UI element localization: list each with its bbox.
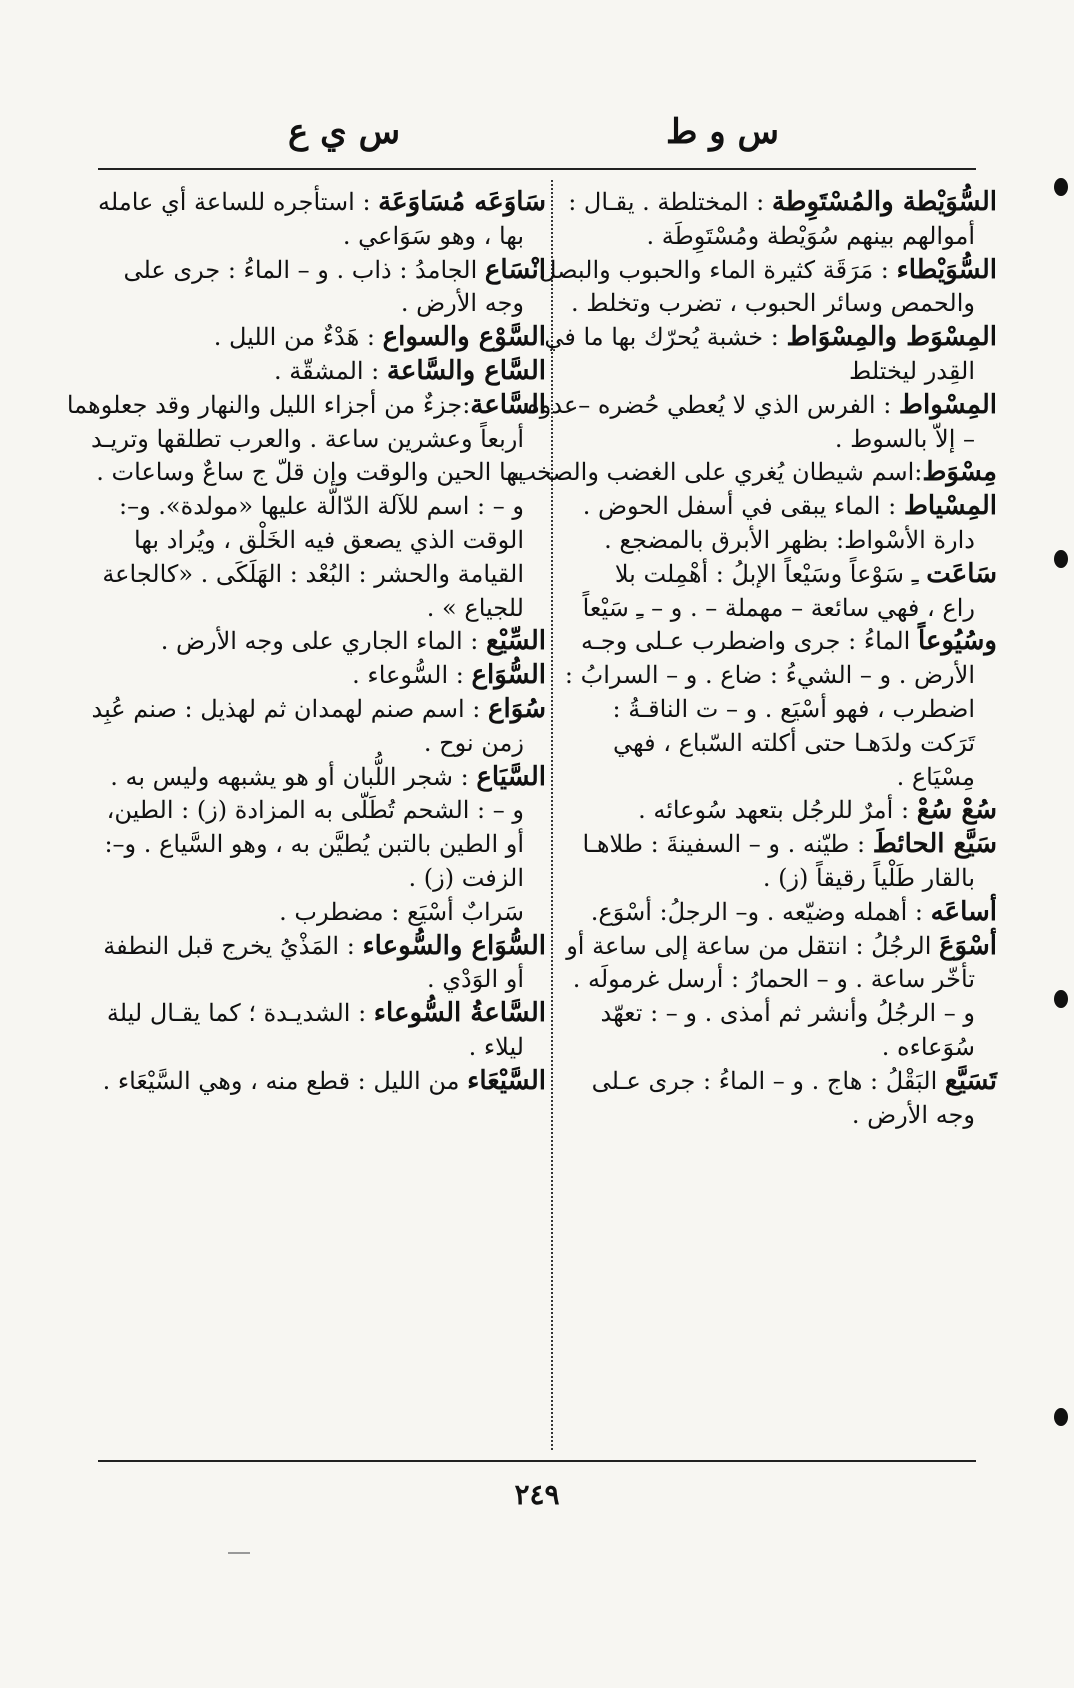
entry-line bbox=[527, 389, 997, 423]
entry-line bbox=[555, 963, 997, 997]
entry-line bbox=[555, 355, 997, 389]
margin-bullet bbox=[1054, 178, 1068, 196]
entry-line bbox=[555, 794, 997, 828]
entry-line bbox=[555, 930, 997, 964]
entry-line bbox=[555, 625, 997, 659]
headword: السِّيْع bbox=[485, 626, 546, 657]
entry-line bbox=[91, 423, 546, 457]
entry-line bbox=[98, 794, 546, 828]
entry-line bbox=[555, 1065, 997, 1099]
entry-line bbox=[98, 321, 546, 355]
headword: المِسْوَط والمِسْوَاط bbox=[786, 322, 997, 353]
headword: مِسْوَط bbox=[922, 457, 997, 488]
entry-line bbox=[98, 456, 546, 490]
entry-line bbox=[98, 1031, 546, 1065]
headword: أسْوَعَ bbox=[939, 930, 997, 961]
page-number: ٢٤٩ bbox=[514, 1478, 560, 1511]
entry-line bbox=[555, 524, 997, 558]
definition-text: بها ، وهو سَوَاعي . bbox=[342, 221, 524, 250]
definition-text: – إلاّ بالسوط . bbox=[834, 424, 975, 453]
entry-line bbox=[98, 862, 546, 896]
definition-text: و – الرجُلُ وأنشر ثم أمذى . و – : تعهّد bbox=[600, 999, 975, 1028]
entry-line bbox=[98, 186, 546, 220]
left-column bbox=[66, 186, 546, 1099]
definition-text: أو الوَدْي . bbox=[427, 965, 524, 994]
definition-text: راع ، فهي سائعة – مهملة – . و – ـِ سَيْعاً bbox=[582, 593, 975, 622]
definition-text: تأخّر ساعة . و – الحمارُ : أرسل غرمولَه . bbox=[572, 965, 975, 994]
entry-line bbox=[538, 254, 997, 288]
headword: السَّاعة bbox=[470, 389, 546, 420]
entry-line bbox=[98, 254, 546, 288]
entry-line bbox=[98, 220, 546, 254]
definition-text: والحمص وسائر الحبوب ، تضرب وتخلط . bbox=[571, 289, 975, 318]
entry-line bbox=[555, 693, 997, 727]
definition-text: وجه الأرض . bbox=[851, 1100, 975, 1129]
definition-text: : خشبة يُحرّك بها ما في bbox=[544, 323, 787, 352]
definition-text: : استأجره للساعة أي عامله bbox=[98, 188, 379, 216]
entry-line bbox=[555, 423, 997, 457]
entry-line bbox=[98, 524, 546, 558]
definition-text: و – : الشحم تُطَلّى به المزادة (ز) : الطين، bbox=[106, 796, 524, 825]
definition-text: : مَرَقَة كثيرة الماء والحبوب والبصل bbox=[538, 255, 897, 284]
definition-text: بها الحين والوقت وإن قلّ ج ساعٌ وساعات . bbox=[96, 458, 524, 487]
definition-text: : أمرٌ للرجُل بتعهد سُوعائه . bbox=[638, 796, 917, 825]
definition-text: القِدر ليختلط bbox=[849, 356, 975, 385]
entry-line bbox=[505, 456, 997, 490]
headword: السَّاعةُ السُّوعاء bbox=[373, 998, 546, 1029]
definition-text: سُوَعاءه . bbox=[881, 1032, 975, 1061]
headword: وسُيُوعاً bbox=[917, 626, 997, 657]
definition-text: البَقْلُ : هاج . و – الماءُ : جرى عـلى bbox=[591, 1066, 945, 1095]
definition-text: : السُّوعاء . bbox=[352, 661, 472, 690]
definition-text: من الليل : قطع منه ، وهي السَّيْعَاء . bbox=[102, 1066, 468, 1095]
entry-line bbox=[98, 963, 546, 997]
column-divider bbox=[551, 180, 554, 1450]
entry-line bbox=[555, 1099, 997, 1133]
definition-text: و – : اسم للآلة الدّالّة عليها «مولدة». و–: bbox=[119, 492, 524, 521]
headword: أساعَه bbox=[930, 896, 997, 927]
definition-text: أو الطين بالتبن يُطيَّن به ، وهو السَّياع . و–: bbox=[104, 830, 524, 859]
entry-line bbox=[555, 828, 997, 862]
headword: المِسْواط bbox=[898, 389, 997, 420]
definition-text: : اسم صنم لهمدان ثم لهذيل : صنم عُبِد bbox=[91, 694, 489, 723]
definition-text: الوقت الذي يصعق فيه الخَلْق ، ويُراد بها bbox=[134, 525, 524, 554]
margin-bullet bbox=[1054, 990, 1068, 1008]
headword: السُّوَيْطة والمُسْتَوِطة bbox=[771, 187, 997, 217]
margin-bullet bbox=[1054, 1408, 1068, 1426]
definition-text: مِسْيَاع . bbox=[896, 762, 975, 791]
definition-text: : الشديـدة ؛ كما يقـال ليلة bbox=[106, 999, 374, 1028]
definition-text: ليلاء . bbox=[468, 1032, 524, 1061]
headword: انْسَاع bbox=[484, 254, 546, 285]
entry-line bbox=[555, 186, 997, 220]
entry-line bbox=[66, 389, 546, 423]
definition-text: بالقار طَلْياً رقيقاً (ز) . bbox=[762, 863, 975, 892]
entry-line bbox=[555, 896, 997, 930]
headword: السَّيْعَاء bbox=[467, 1065, 546, 1096]
entry-line bbox=[555, 220, 997, 254]
definition-text: زمن نوح . bbox=[423, 728, 524, 757]
definition-text: : المشقّة . bbox=[274, 356, 387, 385]
headword: السُّوَاع والسُّوعاء bbox=[362, 930, 546, 961]
entry-line bbox=[98, 490, 546, 524]
definition-text: : الماء يبقى في أسفل الحوض . bbox=[582, 492, 904, 521]
definition-text: اضطرب ، فهو أسْيَع . و – ت الناقـةُ : bbox=[612, 694, 975, 723]
entry-line bbox=[98, 287, 546, 321]
headword: المِسْياط bbox=[903, 491, 997, 522]
definition-text: الجامدُ : ذاب . و – الماءُ : جرى على bbox=[123, 255, 485, 284]
entry-line bbox=[555, 592, 997, 626]
definition-text: الزفت (ز) . bbox=[408, 863, 524, 892]
entry-line bbox=[555, 287, 997, 321]
definition-text: للجياع » . bbox=[426, 593, 524, 622]
definition-text: : المَذْيُ يخرج قبل النطفة bbox=[103, 931, 363, 960]
scan-mark bbox=[228, 1552, 250, 1554]
entry-line bbox=[98, 659, 546, 693]
headword: السُّوَاع bbox=[471, 660, 546, 691]
definition-text: : هَدْءٌ من الليل . bbox=[213, 323, 383, 352]
entry-line bbox=[98, 761, 546, 795]
entry-line bbox=[98, 558, 546, 592]
entry-line bbox=[98, 355, 546, 389]
headword: السَّاع والسَّاعة bbox=[386, 355, 546, 386]
headword: سُعْ سُعْ bbox=[916, 795, 997, 826]
headword: تَسَيَّع bbox=[944, 1065, 997, 1096]
entry-line bbox=[555, 862, 997, 896]
entry-line bbox=[555, 490, 997, 524]
definition-text: الأرض . و – الشيءُ : ضاع . و – السرابُ : bbox=[564, 661, 975, 690]
definition-text: : طيّنه . و – السفينةَ : طلاهـا bbox=[582, 830, 873, 859]
definition-text: :جزءٌ من أجزاء الليل والنهار وقد جعلوهما bbox=[66, 390, 471, 419]
entry-line bbox=[98, 828, 546, 862]
headword: سَاعَت bbox=[926, 558, 997, 589]
definition-text: أموالهم بينهم سُوَيْطة ومُسْتَوِطَة . bbox=[646, 221, 975, 250]
definition-text: دارة الأسْواط: بظهر الأبرق بالمضجع . bbox=[604, 525, 975, 554]
headword: سَيَّع الحائطَ bbox=[872, 829, 997, 860]
definition-text: أربعاً وعشرين ساعة . والعرب تطلقها وتريـد bbox=[91, 424, 524, 453]
definition-text: الرجُلُ : انتقل من ساعة إلى ساعة أو bbox=[566, 931, 940, 960]
definition-text: : الماء الجاري على وجه الأرض . bbox=[160, 627, 486, 656]
entry-line bbox=[555, 1031, 997, 1065]
entry-line bbox=[555, 997, 997, 1031]
definition-text: القيامة والحشر : البُعْد : الهَلَكَى . «كالجاعة bbox=[102, 559, 524, 588]
definition-text: : المختلطة . يقـال : bbox=[568, 188, 772, 216]
definition-text: سَرابٌ أسْيَع : مضطرب . bbox=[279, 897, 524, 926]
definition-text: : أهمله وضيّعه . و– الرجلُ: أسْوَع. bbox=[590, 897, 931, 926]
entry-line bbox=[555, 727, 997, 761]
entry-line bbox=[98, 1065, 546, 1099]
entry-line bbox=[98, 625, 546, 659]
entry-line bbox=[98, 930, 546, 964]
entry-line bbox=[98, 592, 546, 626]
entry-line bbox=[555, 558, 997, 592]
running-header-right: س و ط bbox=[665, 112, 779, 152]
headword: سَاوَعَه مُسَاوَعَة bbox=[378, 187, 546, 217]
definition-text: تَرَكت ولدَهـا حتى أكلته السّباع ، فهي bbox=[613, 728, 975, 757]
entry-line bbox=[544, 321, 997, 355]
entry-line bbox=[98, 727, 546, 761]
margin-bullet bbox=[1054, 550, 1068, 568]
definition-text: :اسم شيطان يُغري على الغضب والصخب. bbox=[505, 458, 923, 487]
headword: السُّوَيْطاء bbox=[896, 254, 997, 285]
bottom-rule bbox=[98, 1460, 976, 1462]
entry-line bbox=[98, 896, 546, 930]
running-header-left: س ي ع bbox=[288, 112, 401, 152]
definition-text: ـِ سَوْعاً وسَيْعاً الإبلُ : أهْمِلت بلا bbox=[614, 559, 927, 588]
definition-text: الماءُ : جرى واضطرب عـلى وجـه bbox=[580, 627, 918, 656]
headword: السَّيَاع bbox=[476, 761, 546, 792]
definition-text: وجه الأرض . bbox=[400, 289, 524, 318]
top-rule bbox=[98, 168, 976, 170]
definition-text: : الفرس الذي لا يُعطي حُضره –عدوه bbox=[527, 390, 899, 419]
definition-text: : شجر اللُّبان أو هو يشبهه وليس به . bbox=[110, 762, 477, 791]
entry-line bbox=[555, 659, 997, 693]
headword: السَّوْع والسواع bbox=[382, 322, 546, 353]
entry-line bbox=[555, 761, 997, 795]
entry-line bbox=[91, 693, 546, 727]
entry-line bbox=[98, 997, 546, 1031]
headword: سُوَاع bbox=[488, 693, 546, 724]
